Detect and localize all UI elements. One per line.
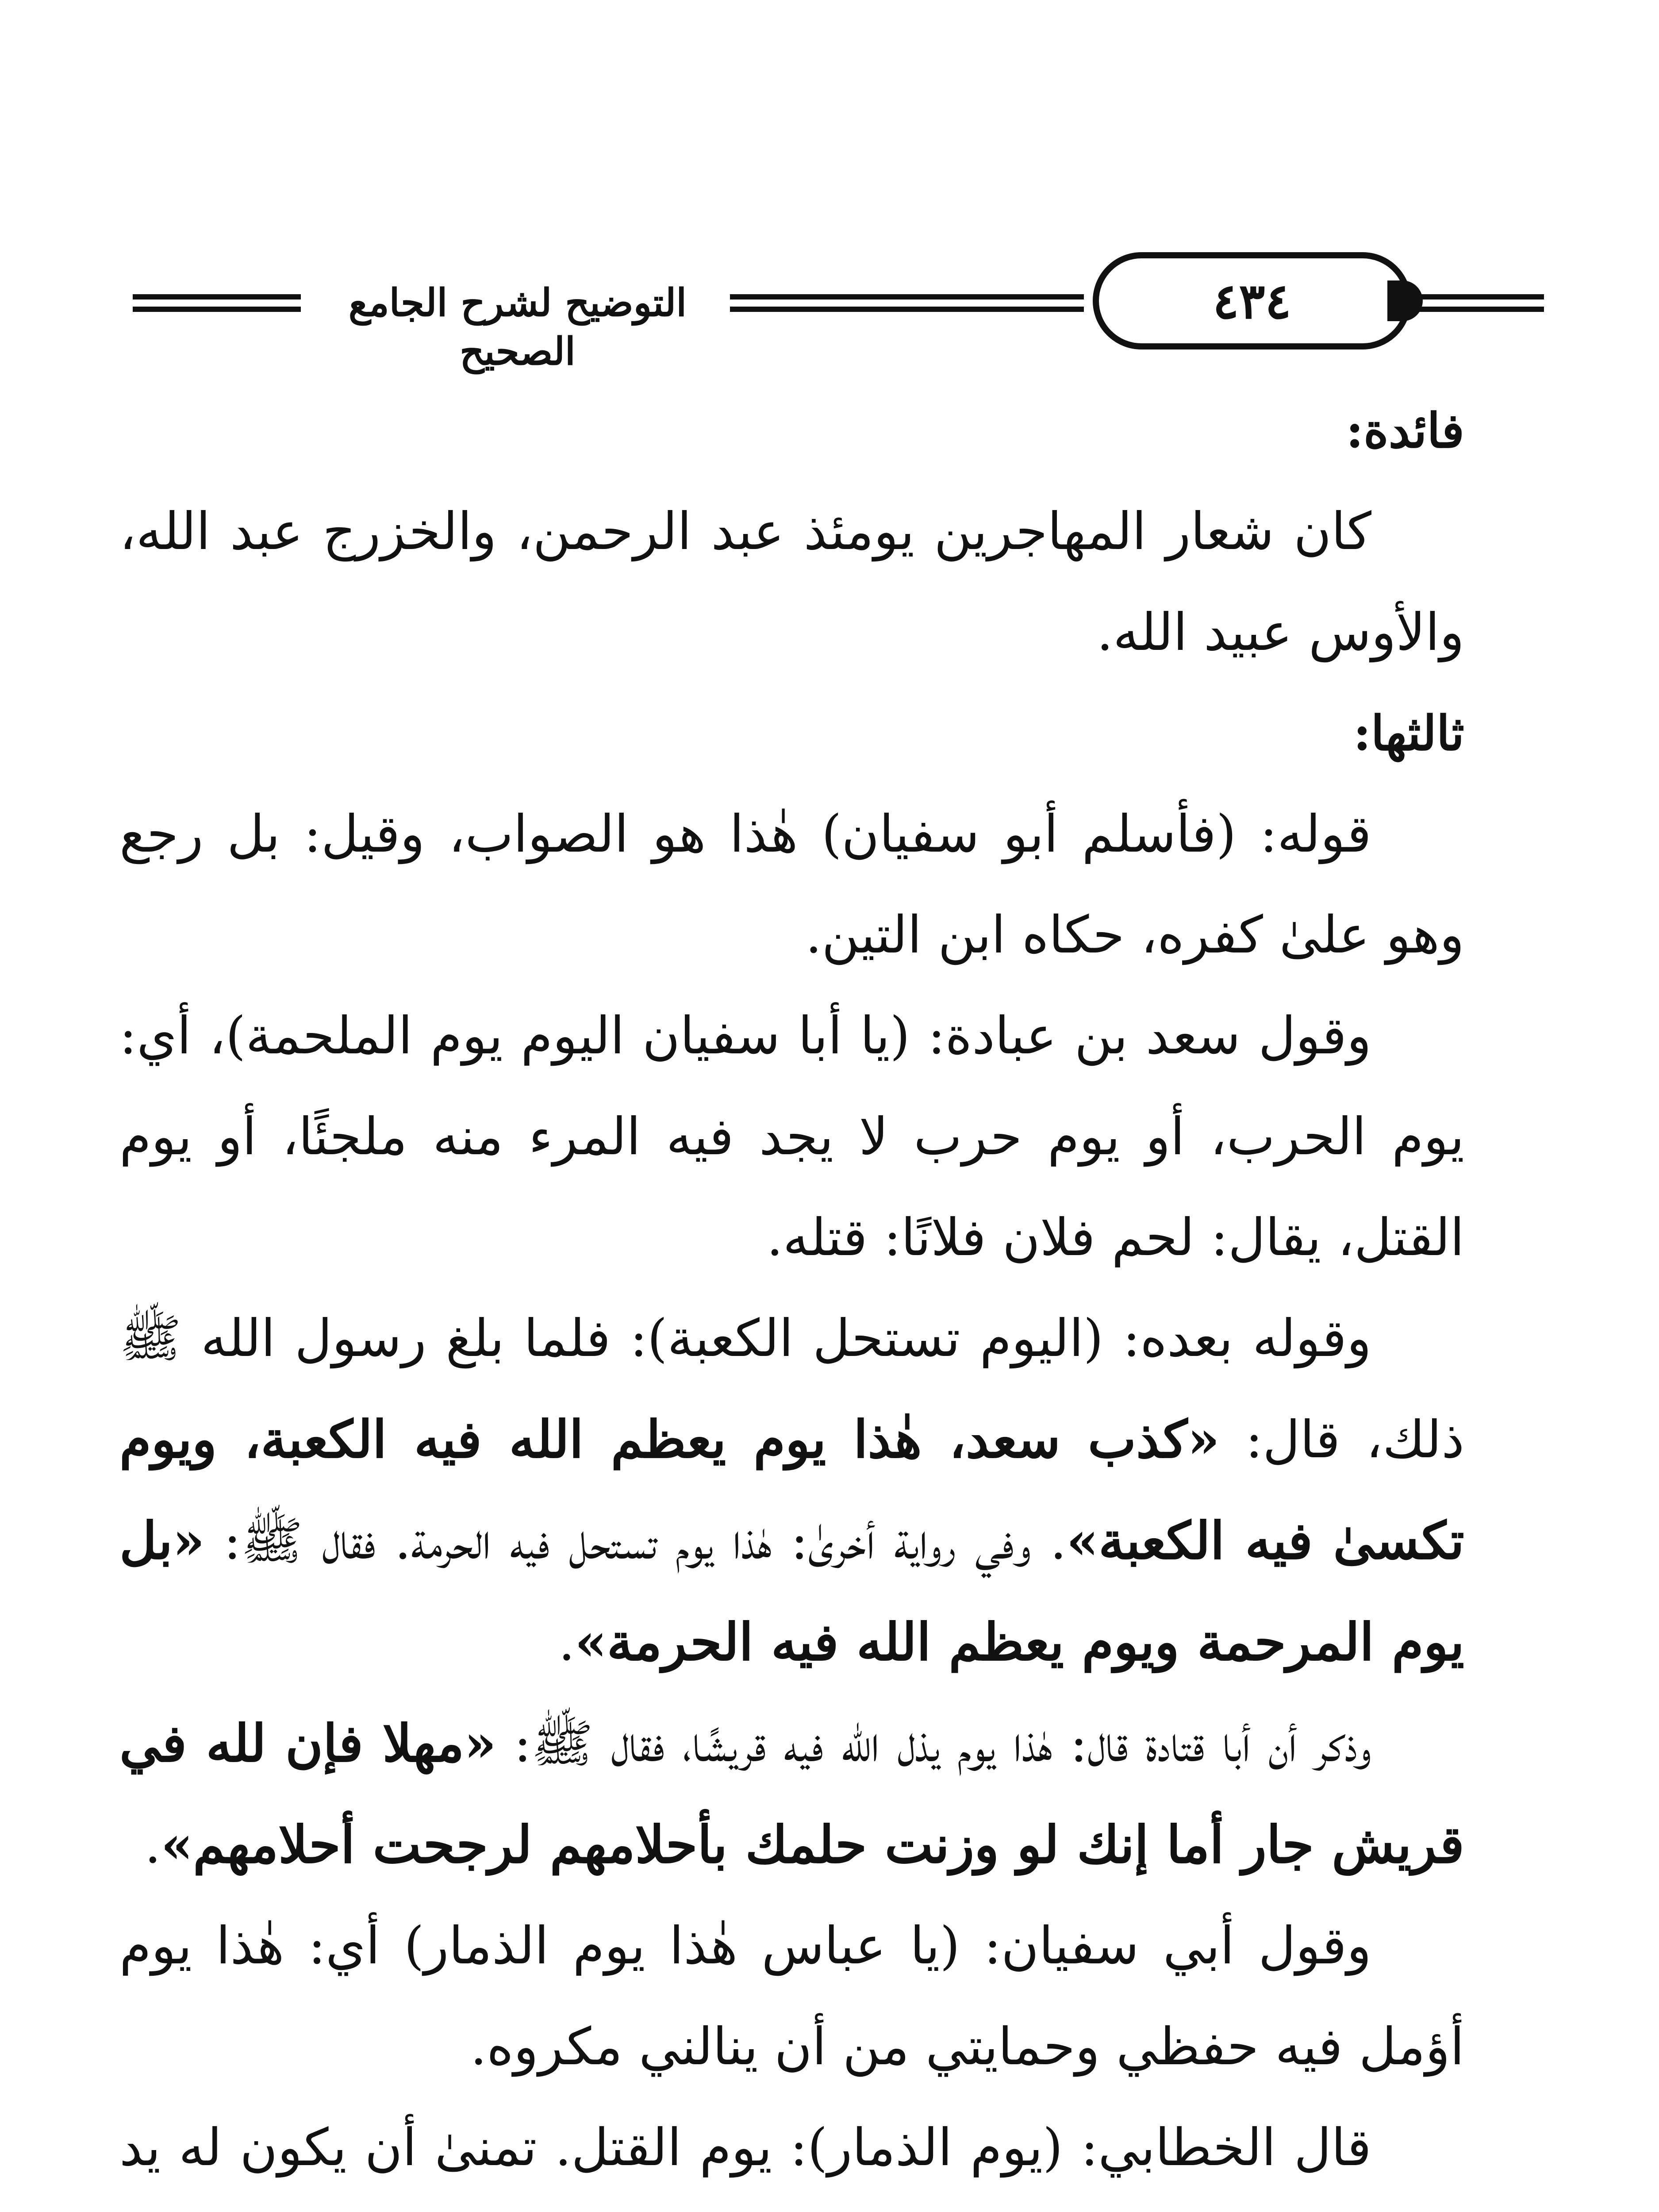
- section-heading-third: ثالثها:: [1353, 706, 1464, 761]
- header-rule-middle: [730, 294, 1084, 312]
- page-number-frame: [1093, 252, 1411, 349]
- paragraph-text: قال الخطابي: (يوم الذمار): يوم القتل. تمنىٰ أن يكون له يد: [119, 2118, 1371, 2177]
- running-title: التوضيح لشرح الجامع الصحيح: [348, 280, 687, 374]
- header-rule-left: [133, 294, 301, 312]
- main-text: [119, 380, 1464, 2212]
- hadith-quote: «كذب سعد، هٰذا يوم يعظم الله فيه الكعبة، ويوم تكسىٰ فيه الكعبة»: [119, 1409, 1465, 1571]
- paragraph: [119, 1693, 1464, 1896]
- page-number: ٤٣٤: [1213, 272, 1291, 330]
- paragraph: [119, 1288, 1464, 1693]
- hadith-quote: «مهلا فإن لله في قريش جار أما إنك لو وزنت حلمك بأحلامهم لرجحت أحلامهم»: [119, 1713, 1464, 1875]
- paragraph-text: وقوله بعده: (اليوم تستحل الكعبة): فلما بلغ رسول الله ﷺ ذلك، قال:: [119, 1309, 1464, 1470]
- section-heading-note: فائدة:: [1346, 403, 1464, 459]
- paragraph-text: .: [144, 1815, 161, 1875]
- running-header: [111, 248, 1548, 374]
- paragraph: وقول سعد بن عبادة: (يا أبا سفيان اليوم يوم الملحمة)، أي: يوم الحرب، أو يوم حرب لا يجد فيه المرء منه ملجئًا، أو يوم القتل، يقال: لحم فلان فلانًا: قتله.: [119, 1006, 1464, 1267]
- hadith-quote: «بل يوم المرحمة ويوم يعظم الله فيه الحرمة»: [119, 1511, 1464, 1672]
- paragraph-text: . وفي رواية أخرىٰ: هٰذا يوم تستحل فيه الحرمة. فقال ﷺ:: [204, 1511, 1067, 1571]
- header-rule-right: [1416, 294, 1544, 312]
- paragraph-text: .: [558, 1613, 575, 1672]
- paragraph-text: وذكر أن أبا قتادة قال: هٰذا يوم يذل الله فيه قريشًا، فقال ﷺ:: [496, 1714, 1372, 1774]
- paragraph: كان شعار المهاجرين يومئذ عبد الرحمن، والخزرج عبد الله، والأوس عبيد الله.: [119, 502, 1464, 662]
- paragraph: وقول أبي سفيان: (يا عباس هٰذا يوم الذمار) أي: هٰذا يوم أؤمل فيه حفظي وحمايتي من أن ينالني مكروه.: [119, 1916, 1464, 2077]
- paragraph: [119, 2097, 1464, 2212]
- paragraph: قوله: (فأسلم أبو سفيان) هٰذا هو الصواب، وقيل: بل رجع وهو علىٰ كفره، حكاه ابن التين.: [119, 804, 1464, 965]
